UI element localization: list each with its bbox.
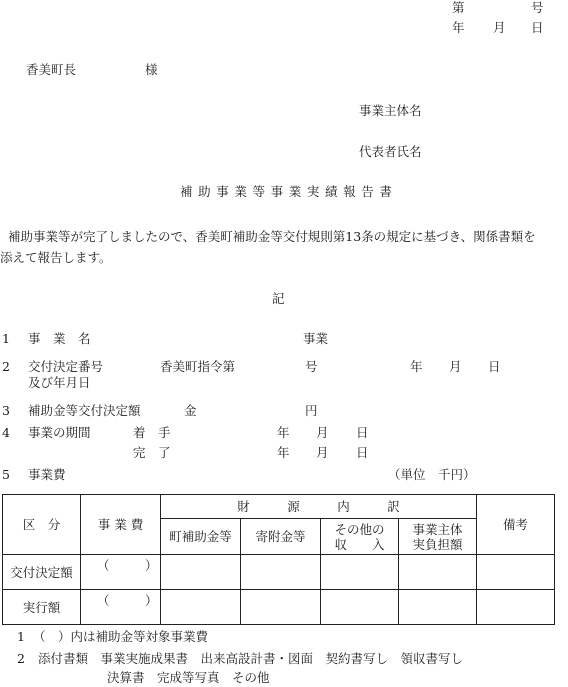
- cell-actual-donation: [241, 590, 321, 625]
- row-label-decided: 交付決定額: [3, 555, 81, 590]
- item5-label: 事業費: [28, 467, 66, 482]
- item4-end-year: 年: [277, 445, 290, 460]
- cell-actual-self: [399, 590, 477, 625]
- header-kubun: 区 分: [3, 495, 81, 555]
- header-zaigen: 財 源 内 訳: [161, 495, 477, 519]
- item4-start-month: 月: [316, 425, 329, 440]
- item-number-3: 3: [2, 403, 10, 418]
- cell-actual-town: [161, 590, 241, 625]
- item4-end-day: 日: [356, 445, 369, 460]
- table-row: [3, 555, 555, 590]
- header-jigyouhi: 事 業 費: [81, 495, 161, 555]
- item1-label: 事 業 名: [28, 331, 91, 346]
- item2-go: 号: [305, 359, 318, 374]
- cell-decided-town: [161, 555, 241, 590]
- table-row: [3, 590, 555, 625]
- expense-table: [2, 494, 555, 625]
- cell-actual-other: [321, 590, 399, 625]
- row-label-actual: 実行額: [3, 590, 81, 625]
- item3-kin: 金: [184, 403, 197, 418]
- date-month: 月: [493, 20, 506, 35]
- item2-label-2: 及び年月日: [28, 375, 91, 390]
- cell-decided-donation: [241, 555, 321, 590]
- paren-open: （: [97, 558, 110, 573]
- body-line-2: 添えて報告します。: [0, 250, 112, 265]
- ki-heading: 記: [272, 291, 285, 306]
- item-number-4: 4: [2, 425, 10, 440]
- paren-open: （: [97, 593, 110, 608]
- item4-end: 完 了: [133, 445, 171, 460]
- item4-start: 着 手: [133, 425, 171, 440]
- date-day: 日: [531, 20, 544, 35]
- representative-label: 代表者氏名: [359, 144, 422, 159]
- header-self-burden-2: 実負担額: [412, 536, 463, 552]
- date-year: 年: [452, 20, 465, 35]
- header-bikou: 備考: [477, 495, 555, 555]
- item1-suffix: 事業: [303, 331, 329, 346]
- item4-start-day: 日: [356, 425, 369, 440]
- header-other-income-1: その他の: [334, 521, 385, 537]
- header-self-burden: [399, 519, 477, 555]
- cell-decided-self: [399, 555, 477, 590]
- header-town-subsidy: 町補助金等: [161, 519, 241, 555]
- item2-label: 交付決定番号: [28, 359, 104, 374]
- item2-prefix: 香美町指令第: [160, 359, 236, 374]
- item2-month: 月: [449, 359, 462, 374]
- item4-end-month: 月: [316, 445, 329, 460]
- header-other-income-2: 収 入: [334, 536, 385, 552]
- note-2-line-2: 決算書 完成等写真 その他: [107, 670, 270, 685]
- item2-year: 年: [410, 359, 423, 374]
- note-1: （ ）内は補助金等対象事業費: [33, 629, 209, 644]
- number-prefix: 第: [452, 0, 465, 15]
- cell-decided-cost: [81, 555, 161, 590]
- body-line-1: 補助事業等が完了しましたので、香美町補助金等交付規則第13条の規定に基づき、関係書類を: [8, 229, 536, 244]
- paren-close: ）: [145, 558, 158, 573]
- item3-label: 補助金等交付決定額: [28, 403, 141, 418]
- note-2-line-1: 添付書類 事業実施成果書 出来高設計書・図面 契約書写し 領収書写し: [38, 651, 464, 666]
- item-number-2: 2: [2, 359, 10, 374]
- note-number-2: 2: [17, 651, 25, 666]
- cell-actual-cost: [81, 590, 161, 625]
- header-self-burden-1: 事業主体: [412, 521, 463, 537]
- paren-close: ）: [145, 593, 158, 608]
- document-title: 補助事業等事業実績報告書: [180, 184, 398, 199]
- item-number-1: 1: [2, 331, 10, 346]
- item4-label: 事業の期間: [28, 425, 91, 440]
- item2-day: 日: [488, 359, 501, 374]
- addressee-honorific: 様: [145, 62, 158, 77]
- note-number-1: 1: [17, 629, 25, 644]
- number-suffix: 号: [531, 0, 544, 15]
- cell-actual-notes: [477, 590, 555, 625]
- item5-unit: （単位 千円）: [388, 467, 476, 482]
- entity-name-label: 事業主体名: [359, 103, 422, 118]
- cell-decided-other: [321, 555, 399, 590]
- item4-start-year: 年: [277, 425, 290, 440]
- item-number-5: 5: [2, 467, 10, 482]
- addressee-name: 香美町長: [26, 62, 77, 77]
- header-other-income: [321, 519, 399, 555]
- item3-yen: 円: [305, 403, 318, 418]
- cell-decided-notes: [477, 555, 555, 590]
- header-donation: 寄附金等: [241, 519, 321, 555]
